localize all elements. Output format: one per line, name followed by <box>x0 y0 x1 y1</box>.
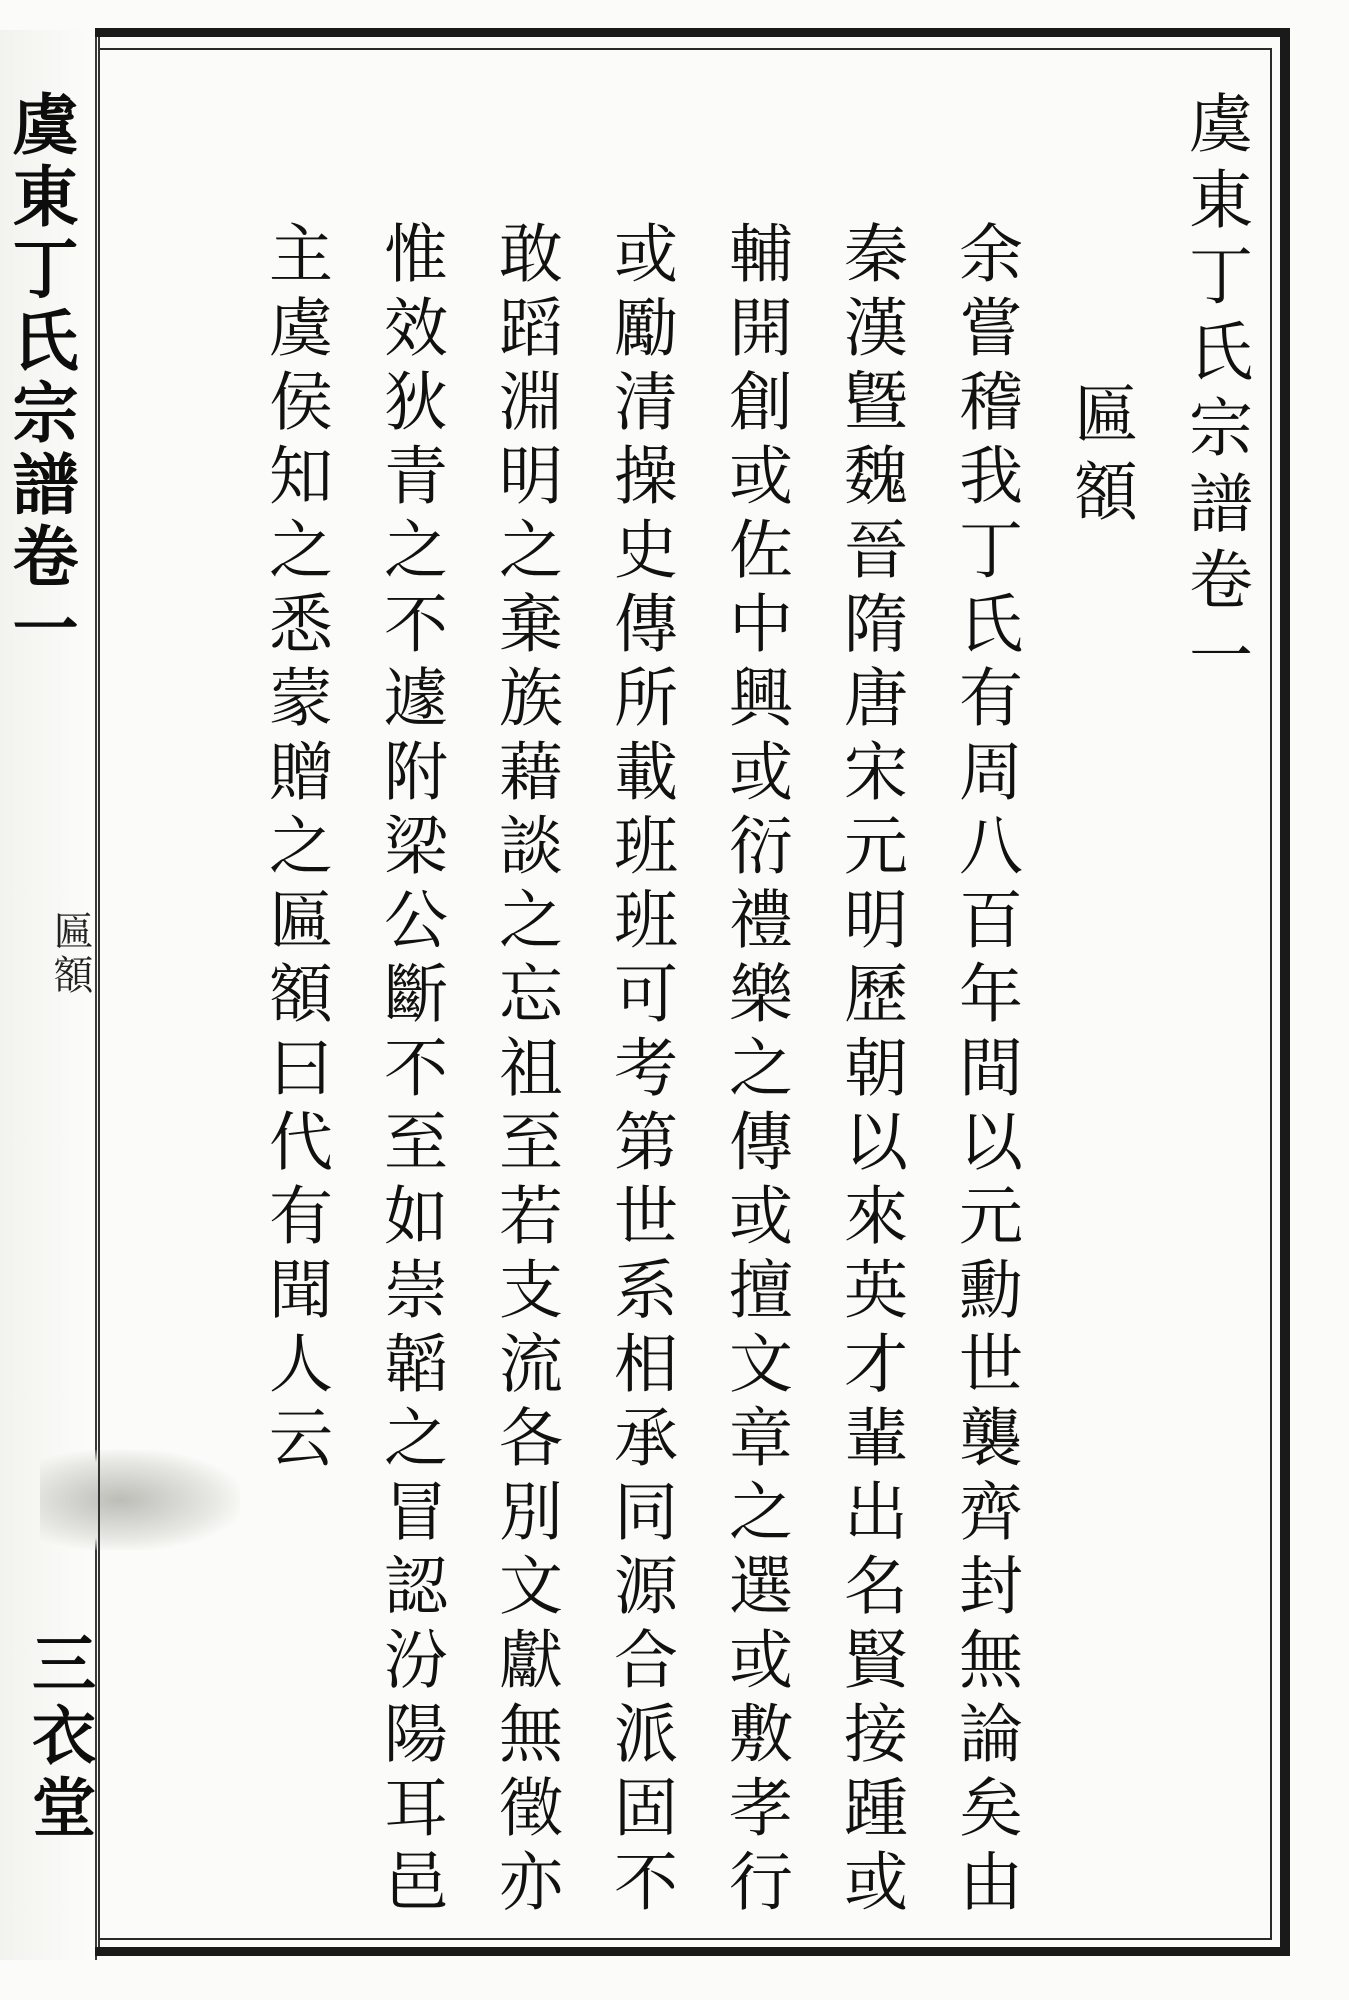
text-column-4: 或勵清操史傳所載班班可考第世系相承同源合派固不 <box>603 220 677 1922</box>
page-edge-strip <box>0 30 97 1960</box>
book-title: 虞東丁氏宗譜卷一 <box>1178 90 1252 698</box>
edge-hall-name: 三衣堂 <box>21 1630 96 1846</box>
text-column-5: 敢蹈淵明之棄族藉談之忘祖至若支流各別文獻無徵亦 <box>488 220 562 1922</box>
edge-book-title: 虞東丁氏宗譜卷一 <box>1 90 79 666</box>
section-title: 匾額 <box>1063 380 1137 536</box>
edge-section-label: 匾額 <box>47 910 93 998</box>
text-column-7: 主虞侯知之悉蒙贈之匾額曰代有聞人云 <box>258 220 332 1478</box>
main-text-area <box>215 90 1255 1940</box>
text-column-1: 余嘗稽我丁氏有周八百年間以元勳世襲齊封無論矣由 <box>948 220 1022 1922</box>
text-column-3: 輔開創或佐中興或衍禮樂之傳或擅文章之選或敷孝行 <box>718 220 792 1922</box>
text-column-2: 秦漢曁魏晉隋唐宋元明歷朝以來英才輩出名賢接踵或 <box>833 220 907 1922</box>
text-column-6: 惟效狄青之不遽附梁公斷不至如崇韜之冒認汾陽耳邑 <box>373 220 447 1922</box>
